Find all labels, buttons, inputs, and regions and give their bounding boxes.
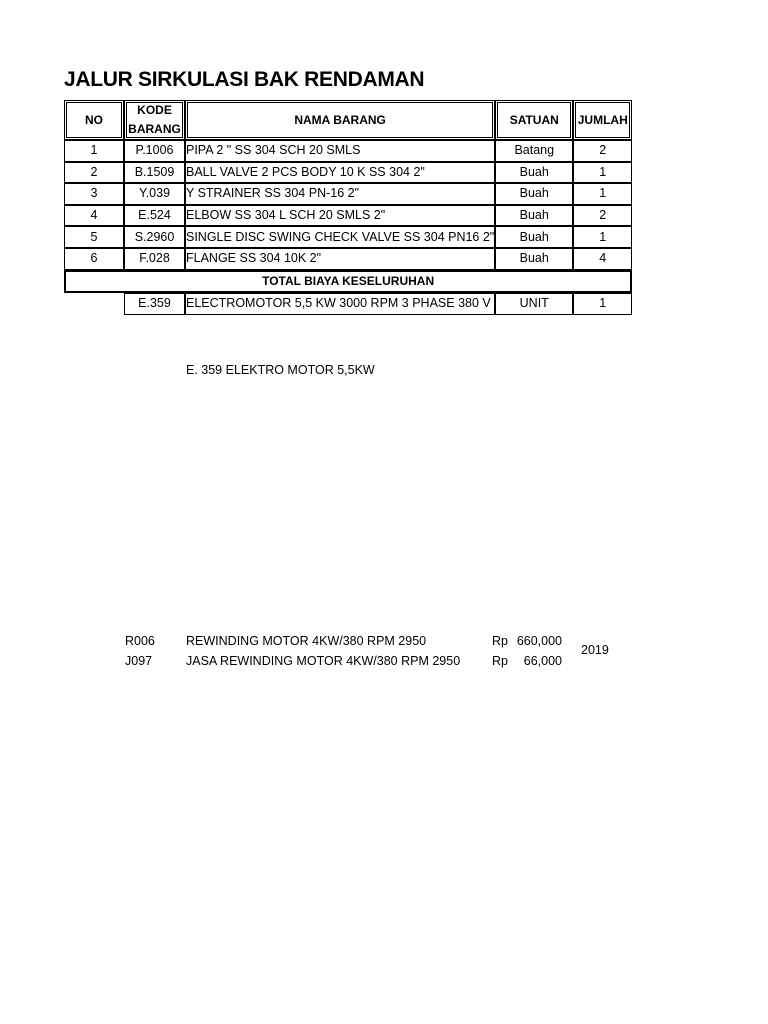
service-amount: 66,000 bbox=[523, 654, 562, 668]
cell-jumlah: 1 bbox=[573, 226, 632, 248]
cell-kode: P.1006 bbox=[124, 140, 185, 162]
cell-jumlah: 2 bbox=[573, 140, 632, 162]
cell-kode: E.359 bbox=[124, 293, 185, 315]
cell-no: 3 bbox=[64, 183, 124, 205]
cell-jumlah: 1 bbox=[573, 162, 632, 184]
cell-satuan: Buah bbox=[495, 183, 573, 205]
service-currency: Rp bbox=[492, 654, 508, 668]
items-table bbox=[64, 100, 632, 315]
cell-nama: SINGLE DISC SWING CHECK VALVE SS 304 PN16 2" bbox=[185, 226, 495, 248]
cell-jumlah: 2 bbox=[573, 205, 632, 227]
cell-satuan: Buah bbox=[495, 162, 573, 184]
cell-no: 4 bbox=[64, 205, 124, 227]
table-header-row bbox=[64, 100, 632, 140]
header-no: NO bbox=[64, 100, 124, 140]
cell-no: 2 bbox=[64, 162, 124, 184]
header-kode-barang: KODE BARANG bbox=[124, 100, 185, 140]
cell-nama: FLANGE SS 304 10K 2" bbox=[185, 248, 495, 270]
cell-nama: ELBOW SS 304 L SCH 20 SMLS 2" bbox=[185, 205, 495, 227]
motor-note: E. 359 ELEKTRO MOTOR 5,5KW bbox=[186, 363, 375, 377]
service-description: JASA REWINDING MOTOR 4KW/380 RPM 2950 bbox=[186, 654, 461, 668]
cell-jumlah: 4 bbox=[573, 248, 632, 270]
service-code: J097 bbox=[125, 654, 153, 668]
cell-blank bbox=[64, 293, 124, 315]
service-code: R006 bbox=[125, 634, 155, 648]
cell-no: 1 bbox=[64, 140, 124, 162]
table-row bbox=[64, 205, 632, 227]
header-jumlah: JUMLAH bbox=[573, 100, 632, 140]
cell-satuan: Batang bbox=[495, 140, 573, 162]
service-amount: 660,000 bbox=[516, 634, 562, 648]
table-row bbox=[64, 162, 632, 184]
cell-no: 5 bbox=[64, 226, 124, 248]
sheet-title: JALUR SIRKULASI BAK RENDAMAN bbox=[64, 68, 425, 91]
year-label: 2019 bbox=[581, 643, 609, 657]
header-nama-barang: NAMA BARANG bbox=[185, 100, 495, 140]
cell-kode: E.524 bbox=[124, 205, 185, 227]
total-label: TOTAL BIAYA KESELURUHAN bbox=[64, 270, 632, 294]
cell-jumlah: 1 bbox=[573, 183, 632, 205]
cell-satuan: Buah bbox=[495, 226, 573, 248]
cell-kode: S.2960 bbox=[124, 226, 185, 248]
service-currency: Rp bbox=[492, 634, 508, 648]
cell-nama: BALL VALVE 2 PCS BODY 10 K SS 304 2" bbox=[185, 162, 495, 184]
service-description: REWINDING MOTOR 4KW/380 RPM 2950 bbox=[186, 634, 427, 648]
cell-nama: Y STRAINER SS 304 PN-16 2" bbox=[185, 183, 495, 205]
cell-kode: B.1509 bbox=[124, 162, 185, 184]
table-row bbox=[64, 226, 632, 248]
cell-jumlah: 1 bbox=[573, 293, 632, 315]
total-row bbox=[64, 270, 632, 294]
extra-item-row bbox=[64, 293, 632, 315]
cell-satuan: Buah bbox=[495, 205, 573, 227]
cell-satuan: UNIT bbox=[495, 293, 573, 315]
header-satuan: SATUAN bbox=[495, 100, 573, 140]
cell-kode: Y.039 bbox=[124, 183, 185, 205]
table-row bbox=[64, 183, 632, 205]
table-row bbox=[64, 140, 632, 162]
cell-nama: PIPA 2 " SS 304 SCH 20 SMLS bbox=[185, 140, 495, 162]
cell-satuan: Buah bbox=[495, 248, 573, 270]
table-row bbox=[64, 248, 632, 270]
cell-nama: ELECTROMOTOR 5,5 KW 3000 RPM 3 PHASE 380 V bbox=[185, 293, 495, 315]
cell-no: 6 bbox=[64, 248, 124, 270]
cell-kode: F.028 bbox=[124, 248, 185, 270]
